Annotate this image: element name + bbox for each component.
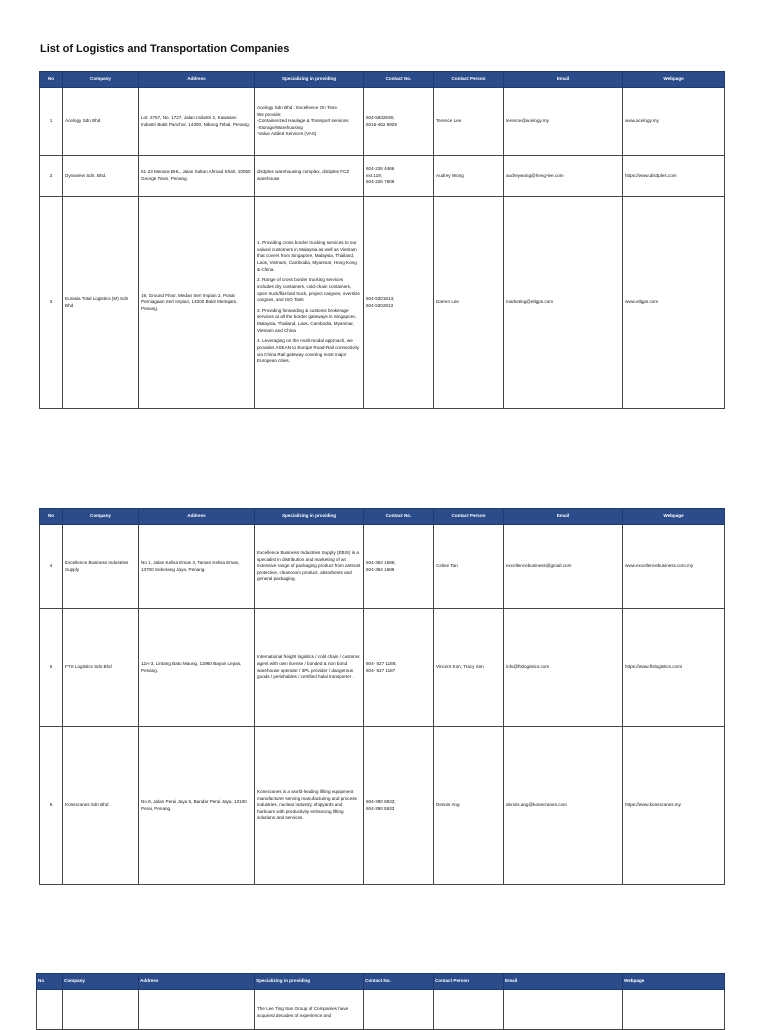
row-company: FTS Logistics Sdn Bhd [63,609,139,727]
table-row [40,609,725,727]
header-specializing: Specializing in providing [255,509,364,525]
header-email: Email [504,509,623,525]
row-no: 6 [40,727,63,885]
row-specializing: The Lee Ting San Group of Companies have acquired decades of experience and [255,990,364,1030]
row-address: 12A-3, Lintang Batu Maung, 11960 Bayan Lepas, Penang. [139,609,255,727]
row-address: Lot. 2767, No. 1727, Jalan Industri 2, Kawasan Industri Bukit Panchor, 14300, Nibong Tebal, Penang. [139,88,255,156]
table-row [40,88,725,156]
row-email[interactable]: marketing@etlgps.com [504,197,623,409]
row-webpage[interactable]: https://www.konecranes.my [623,727,725,885]
header-address: Address [139,72,255,88]
row-company: Konecranes Sdn Bhd [63,727,139,885]
table-row [40,197,725,409]
header-email: Email [504,72,623,88]
row-contact-person: Audrey Wong [434,156,504,197]
row-webpage[interactable]: www.excellencebusiness.com.my [623,525,725,609]
row-email[interactable]: dennis.ang@konecranes.com [504,727,623,885]
row-specializing: International freight logistics / cold chain / customs agent with own license / bonded & non bond warehouse operator / 3PL provider / dangerous goods / perishables / certified halal transporter . [255,609,364,727]
header-specializing: Specializing in providing [255,72,364,88]
row-company: Dynaview Sdn. Bhd. [63,156,139,197]
row-contact-person: Terence Lee [434,88,504,156]
header-company: Company [63,974,139,990]
row-contact-no: 604-226 4466 ext.119; 604-226 7609 [364,156,434,197]
row-contact-person: Celine Tan [434,525,504,609]
table-row [40,727,725,885]
header-company: Company [63,72,139,88]
table-row [40,525,725,609]
header-webpage: Webpage [623,72,725,88]
row-no: 3 [40,197,63,409]
row-specializing: Excellence Business Industries Supply (EBIS) is a specialist in distribution and marketing of an extensive range of packaging product from antirust protective, cleanroom product, absorbents and general packaging. [255,525,364,609]
header-contact-no: Contact No. [364,509,434,525]
row-email[interactable]: excellencebusiness@gmail.com [504,525,623,609]
row-contact-no: 604-390 9833; 604-390 5933 [364,727,434,885]
header-contact-no: Contact No. [364,72,434,88]
row-address: No 1, Jalan Kelisa Emas 3, Taman Kelisa Emas, 13700 Seberang Jaya, Penang. [139,525,255,609]
row-address: 51-23 Menara BHL, Jalan Sultan Ahmad Shah, 10050 George Town, Penang. [139,156,255,197]
row-email[interactable]: info@ftslogistics.com [504,609,623,727]
row-contact-person: Dennis Ang [434,727,504,885]
row-email[interactable]: audreywong@heng-lee.com [504,156,623,197]
companies-table-3 [36,973,725,1030]
row-contact-person: Vincent Kon; Tracy Sim [434,609,504,727]
row-address: 19, Ground Floor, Medan Seri Impian 2, Pusat Perniagaan Seri Impian, 14000 Bukit Mertajam, Penang. [139,197,255,409]
header-address: Address [139,509,255,525]
row-company: Eurasia Total Logistics (M) Sdn Bhd [63,197,139,409]
row-contact-no: 604-5301813; 604-5302813 [364,197,434,409]
header-specializing: Specializing in providing [255,974,364,990]
header-contact-no: Contact No. [364,974,434,990]
row-specializing: Konecranes is a world-leading lifting equipment manufacturer serving manufacturing and process industries, nuclear industry, shipyards and harbours with productivity enhancing lifting solutions and services. [255,727,364,885]
row-no: 4 [40,525,63,609]
row-email[interactable]: terence@acelogy.my [504,88,623,156]
row-contact-person: Darren Lee [434,197,504,409]
header-contact-person: Contact Person [434,509,504,525]
row-specializing: 1. Providing cross border trucking services to our valued customers in Malaysia as well as Vietnam that covers from Singapore, Malaysia, Thailand, Laos, Vietnam, Cambodia, Myanmar, Hong Kong & China. 2. Range of cross border trucking services includes dry containers, cold-chain containers, open truck/flat-bed truck, project cargoes, oversize cargoes, and ISO Tank 3. Providing forwarding & customs brokerage services at all the border gateways in Singapore, Malaysia, Thailand, Laos, Cambodia, Myanmar, Vietnam and China 4. Leveraging on the multi-modal approach, we provides ASEAN to Europe Road-Rail connectivity via China Rail gateway covering most major European cities. [255,197,364,409]
header-contact-person: Contact Person [434,974,504,990]
row-webpage[interactable]: https://www.ftslogistics.com/ [623,609,725,727]
row-no: 5 [40,609,63,727]
row-address: No.9, Jalan Perai Jaya 5, Bandar Perai Jaya, 13100 Perai, Penang. [139,727,255,885]
table-header-row [40,509,725,525]
row-specializing: Acelogy Sdn Bhd : Excellence On Time. We provide: -Containerized Haulage & Transport services -Storage/Warehousing -Value Added Services (VAS) [255,88,364,156]
row-webpage[interactable]: https://www.dis3ples.com [623,156,725,197]
header-no: No [37,974,63,990]
table-header-row [40,72,725,88]
row-specializing: dis3ples warehousing complex, dis3ples FCZ warehouse [255,156,364,197]
companies-table-1 [39,71,725,409]
row-no: 2 [40,156,63,197]
row-no: 1 [40,88,63,156]
header-contact-person: Contact Person [434,72,504,88]
header-address: Address [139,974,255,990]
row-contact-no: 604- 627 1188; 604- 627 1187 [364,609,434,727]
row-webpage[interactable]: www.acelogy.my [623,88,725,156]
page-title: List of Logistics and Transportation Companies [40,43,290,55]
row-contact-no: 604-5932636; 6016-462 8929 [364,88,434,156]
row-webpage[interactable]: www.etlgps.com [623,197,725,409]
header-no: No [40,509,63,525]
header-webpage: Webpage [623,509,725,525]
row-company: Excellence Business Industries Supply [63,525,139,609]
companies-table-2 [39,508,725,885]
header-company: Company [63,509,139,525]
header-no: No [40,72,63,88]
header-webpage: Webpage [623,974,725,990]
table-row [40,156,725,197]
header-email: Email [504,974,623,990]
row-company: Acelogy Sdn Bhd [63,88,139,156]
row-contact-no: 604-384 1686; 604-384 1689 [364,525,434,609]
table-header-row [37,974,725,990]
